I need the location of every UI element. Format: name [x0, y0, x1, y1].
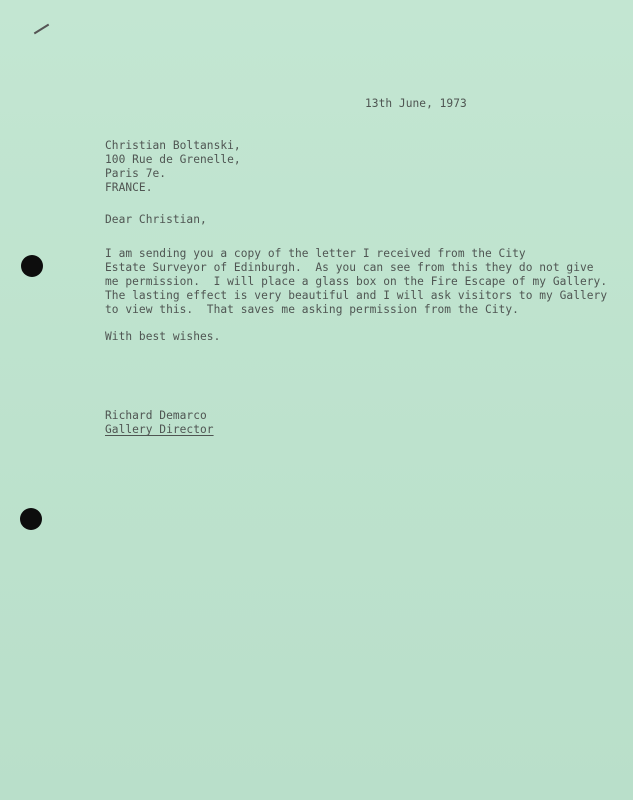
signature-title: Gallery Director — [105, 423, 214, 436]
salutation: Dear Christian, — [105, 213, 207, 226]
body-line: to view this. That saves me asking permission from the City. — [105, 303, 519, 316]
recipient-name: Christian Boltanski, — [105, 139, 241, 152]
body-line: me permission. I will place a glass box on the Fire Escape of my Gallery. — [105, 275, 608, 288]
punch-hole-bottom — [20, 508, 42, 530]
recipient-city: Paris 7e. — [105, 167, 167, 180]
recipient-country: FRANCE. — [105, 181, 153, 194]
body-line: I am sending you a copy of the letter I received from the City — [105, 247, 526, 260]
recipient-street: 100 Rue de Grenelle, — [105, 153, 241, 166]
closing: With best wishes. — [105, 330, 221, 343]
body-line: Estate Surveyor of Edinburgh. As you can see from this they do not give — [105, 261, 594, 274]
body-line: The lasting effect is very beautiful and I will ask visitors to my Gallery — [105, 289, 608, 302]
punch-hole-top — [21, 255, 43, 277]
letter-date: 13th June, 1973 — [365, 97, 467, 110]
signature-name: Richard Demarco — [105, 409, 207, 422]
pencil-mark — [34, 24, 49, 35]
